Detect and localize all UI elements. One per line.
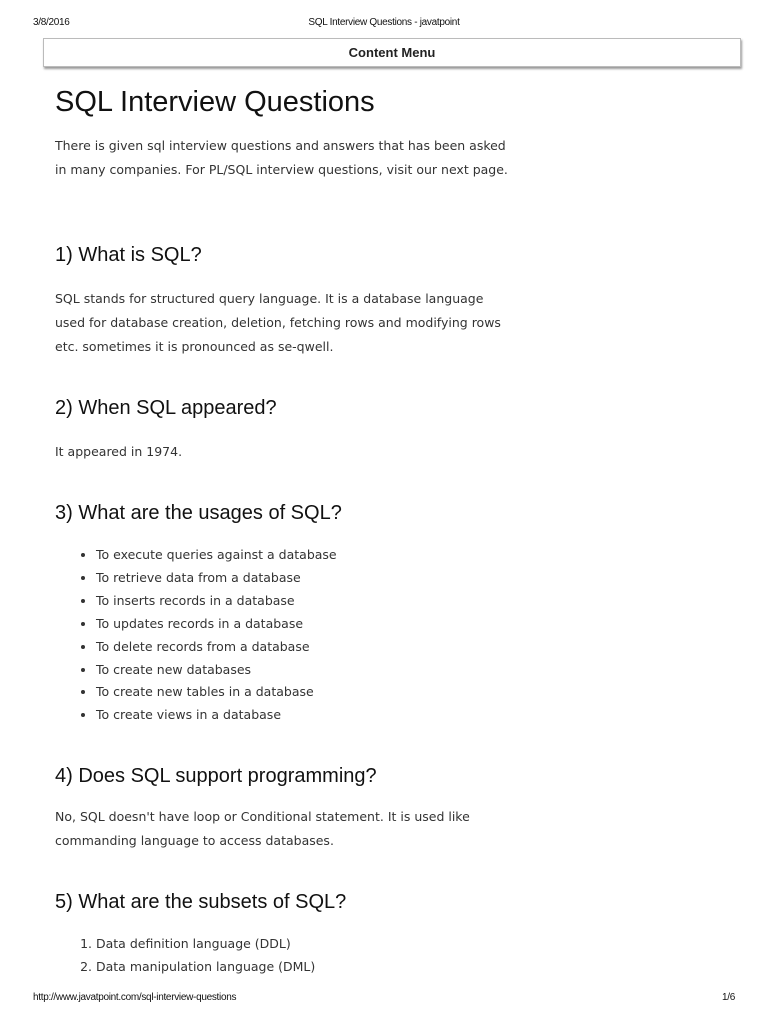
answer-q2: It appeared in 1974. (55, 444, 183, 459)
print-url: http://www.javatpoint.com/sql-interview-questions (33, 992, 237, 1003)
answer-q4: No, SQL doesn't have loop or Conditional statement. It is used like commanding language to access databases. (55, 809, 470, 848)
content-menu-button[interactable]: Content Menu (43, 38, 741, 67)
heading-q5: 5) What are the subsets of SQL? (55, 891, 347, 913)
list-item: • To execute queries against a database (96, 544, 337, 567)
usages-list (56, 544, 337, 727)
list-item: 1. Data definition language (DDL) (96, 933, 315, 956)
list-item: • To updates records in a database (96, 613, 337, 636)
print-title: SQL Interview Questions - javatpoint (308, 17, 460, 28)
page-number: 1/6 (721, 992, 735, 1003)
print-date: 3/8/2016 (33, 17, 70, 28)
heading-q2: 2) When SQL appeared? (55, 397, 277, 419)
heading-q1: 1) What is SQL? (55, 244, 202, 266)
answer-q1: SQL stands for structured query language. It is a database language used for database creation, deletion, fetching rows and modifying rows etc. sometimes it is pronounced as se-qwell. (55, 291, 501, 354)
list-item: 2. Data manipulation language (DML) (96, 956, 315, 979)
subsets-list (56, 933, 315, 979)
list-item: • To retrieve data from a database (96, 567, 337, 590)
list-item: • To delete records from a database (96, 636, 337, 659)
heading-q3: 3) What are the usages of SQL? (55, 502, 342, 524)
list-item: • To create new databases (96, 659, 337, 682)
list-item: • To create new tables in a database (96, 681, 337, 704)
heading-q4: 4) Does SQL support programming? (55, 765, 377, 787)
list-item: • To inserts records in a database (96, 590, 337, 613)
list-item: • To create views in a database (96, 704, 337, 727)
page-title: SQL Interview Questions (55, 86, 375, 118)
intro-text: There is given sql interview questions and answers that has been asked in many companies. For PL/SQL interview questions, visit our next page. (55, 138, 508, 177)
